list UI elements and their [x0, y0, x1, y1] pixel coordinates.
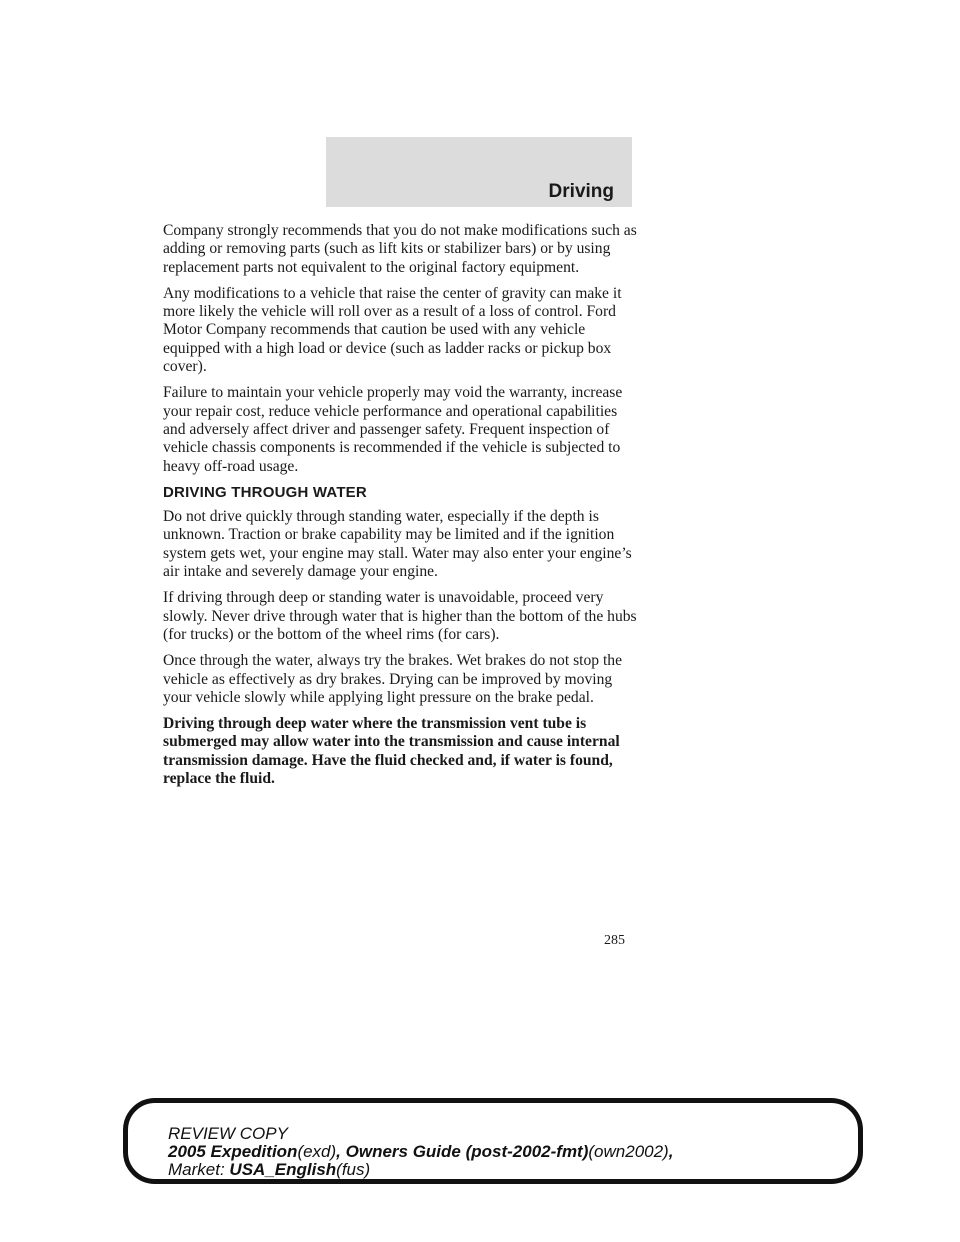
document-info-line [168, 1143, 858, 1161]
page-number: 285 [604, 933, 625, 948]
market-info-line [168, 1161, 858, 1179]
paragraph-maintenance: Failure to maintain your vehicle properly may void the warranty, increase your repair cost, reduce vehicle performance and operational capabilities and adversely affect driver and passenger safety. Frequent inspection of vehicle chassis components is recommended if the vehicle is subjected to heavy off-road usage. [163, 384, 623, 475]
paragraph-wet-brakes: Once through the water, always try the brakes. Wet brakes do not stop the vehicle as effectively as dry brakes. Drying can be improved by moving your vehicle slowly while applying light pressure on the brake pedal. [163, 652, 623, 706]
review-copy-footer [123, 1098, 863, 1184]
guide-code: (own2002) [588, 1142, 669, 1161]
heading-driving-through-water: DRIVING THROUGH WATER [163, 483, 367, 501]
model-name: 2005 Expedition [168, 1142, 298, 1161]
market-label: Market: [168, 1160, 225, 1179]
market-code: (fus) [336, 1160, 371, 1179]
model-code: (exd) [297, 1142, 337, 1161]
separator: , [668, 1142, 674, 1161]
review-copy-label: REVIEW COPY [168, 1124, 288, 1143]
paragraph-modifications-intro: Company strongly recommends that you do not make modifications such as adding or removing parts (such as lift kits or stabilizer bars) or by using replacement parts not equivalent to the original factory equipment. [163, 222, 637, 276]
paragraph-deep-water: If driving through deep or standing water is unavoidable, proceed very slowly. Never drive through water that is higher than the bottom of the hubs (for trucks) or the bottom of the wheel rims (for cars). [163, 589, 637, 643]
section-header-band [326, 137, 632, 207]
section-title: Driving [548, 181, 614, 202]
paragraph-center-of-gravity: Any modifications to a vehicle that raise the center of gravity can make it more likely the vehicle will roll over as a result of a loss of control. Ford Motor Company recommends that caution be used with any vehicle equipped with a high load or device (such as ladder racks or pickup box cover). [163, 284, 622, 376]
guide-name: Owners Guide (post-2002-fmt) [345, 1142, 589, 1161]
separator: , [336, 1142, 346, 1161]
page-content [163, 222, 641, 796]
market-name: USA_English [229, 1160, 337, 1179]
paragraph-standing-water: Do not drive quickly through standing water, especially if the depth is unknown. Traction or brake capability may be limited and if the ignition system gets wet, your engine may stall. Water may also enter your engine’s air intake and severely damage your engine. [163, 508, 632, 581]
paragraph-transmission-warning: Driving through deep water where the transmission vent tube is submerged may allow water into the transmission and cause internal transmission damage. Have the fluid checked and, if water is found, replace the fluid. [163, 715, 620, 788]
